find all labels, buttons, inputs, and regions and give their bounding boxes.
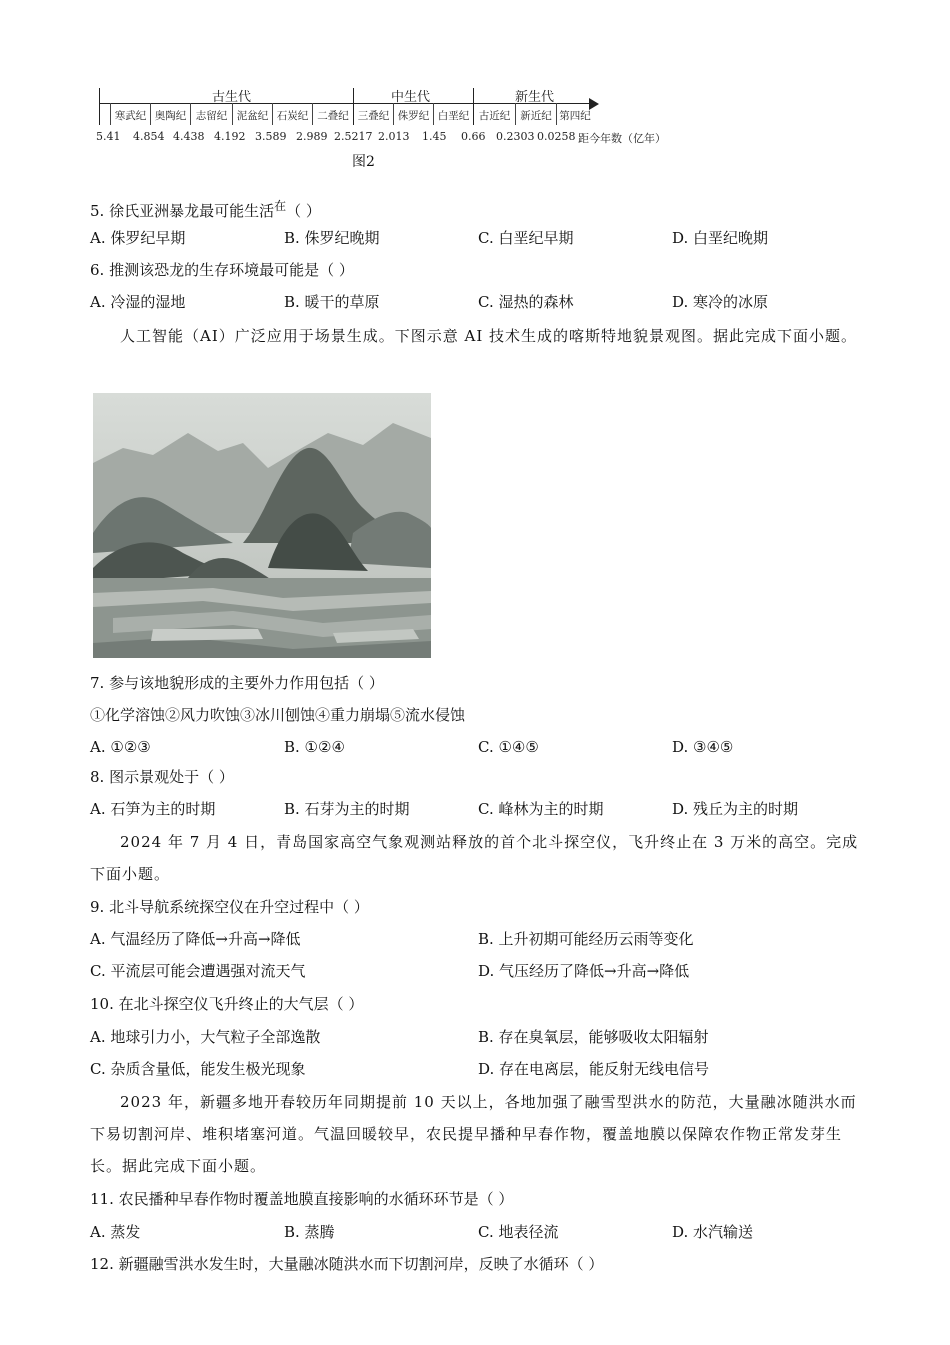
period-label: 寒武纪 — [114, 110, 147, 122]
question-11-stem: 11. 农民播种早春作物时覆盖地膜直接影响的水循环环节是（ ） — [90, 1190, 514, 1208]
year-label: 0.66 — [461, 130, 486, 143]
period-label: 石炭纪 — [276, 110, 309, 122]
q6-option-d[interactable]: D. 寒冷的冰原 — [672, 293, 769, 311]
question-10-stem: 10. 在北斗探空仪飞升终止的大气层（ ） — [90, 995, 364, 1013]
period-label: 第四纪 — [559, 110, 591, 122]
period-label: 三叠纪 — [357, 110, 390, 122]
q9-option-b[interactable]: B. 上升初期可能经历云雨等变化 — [478, 930, 694, 948]
year-label: 4.192 — [214, 130, 246, 143]
q6-option-a[interactable]: A. 冷湿的湿地 — [90, 293, 186, 311]
period-label: 新近纪 — [520, 110, 552, 122]
q7-option-a[interactable]: A. ①②③ — [90, 738, 151, 756]
q5-option-c[interactable]: C. 白垩纪早期 — [478, 229, 574, 247]
year-label: 4.438 — [173, 130, 205, 143]
q11-option-c[interactable]: C. 地表径流 — [478, 1223, 559, 1241]
question-9-stem: 9. 北斗导航系统探空仪在升空过程中（ ） — [90, 898, 369, 916]
year-label: 2.989 — [296, 130, 328, 143]
figure-caption: 图2 — [352, 154, 375, 170]
period-label: 泥盆纪 — [236, 110, 269, 122]
question-7-choices-list: ①化学溶蚀②风力吹蚀③冰川刨蚀④重力崩塌⑤流水侵蚀 — [90, 706, 466, 724]
period-label: 白垩纪 — [437, 110, 470, 122]
timeline-axis — [99, 103, 591, 104]
question-6-stem: 6. 推测该恐龙的生存环境最可能是（ ） — [90, 261, 354, 279]
q11-option-d[interactable]: D. 水汽输送 — [672, 1223, 754, 1241]
q9-option-d[interactable]: D. 气压经历了降低→升高→降低 — [478, 962, 690, 980]
timeline-axis-label: 距今年数（亿年） — [578, 132, 666, 145]
period-label: 古近纪 — [478, 110, 511, 122]
year-label: 5.41 — [96, 130, 121, 143]
q7-option-c[interactable]: C. ①④⑤ — [478, 738, 539, 756]
q9-option-a[interactable]: A. 气温经历了降低→升高→降低 — [90, 930, 301, 948]
q10-option-b[interactable]: B. 存在臭氧层，能够吸收太阳辐射 — [478, 1028, 709, 1046]
era-label-paleozoic: 古生代 — [212, 90, 252, 105]
timeline-boundary-tick — [99, 88, 100, 125]
period-label: 侏罗纪 — [397, 110, 430, 122]
q11-option-a[interactable]: A. 蒸发 — [90, 1223, 141, 1241]
q6-option-c[interactable]: C. 湿热的森林 — [478, 293, 574, 311]
q7-option-b[interactable]: B. ①②④ — [284, 738, 345, 756]
q8-option-a[interactable]: A. 石笋为主的时期 — [90, 800, 216, 818]
question-7-stem: 7. 参与该地貌形成的主要外力作用包括（ ） — [90, 674, 384, 692]
intro-paragraph-xinjiang: 2023 年，新疆多地开春较历年同期提前 10 天以上，各地加强了融雪型洪水的防范，大量融冰随洪水而下易切割河岸、堆积堵塞河道。气温回暖较早，农民提早播种早春作物，覆盖地膜以保障农作物正常发芽生长。据此完成下面小题。 — [90, 1093, 857, 1175]
question-12-stem: 12. 新疆融雪洪水发生时，大量融冰随洪水而下切割河岸，反映了水循环（ ） — [90, 1255, 604, 1273]
q10-option-a[interactable]: A. 地球引力小，大气粒子全部逸散 — [90, 1028, 321, 1046]
q5-option-a[interactable]: A. 侏罗纪早期 — [90, 229, 186, 247]
year-label: 3.589 — [255, 130, 287, 143]
q8-option-c[interactable]: C. 峰林为主的时期 — [478, 800, 604, 818]
year-label: 0.0258 — [537, 130, 576, 143]
year-label: 1.45 — [422, 130, 447, 143]
intro-paragraph-ai: 人工智能（AI）广泛应用于场景生成。下图示意 AI 技术生成的喀斯特地貌景观图。据此完成下面小题。 — [120, 327, 858, 345]
q7-option-d[interactable]: D. ③④⑤ — [672, 738, 734, 756]
q6-option-b[interactable]: B. 暖干的草原 — [284, 293, 380, 311]
q9-option-c[interactable]: C. 平流层可能会遭遇强对流天气 — [90, 962, 306, 980]
q5-option-b[interactable]: B. 侏罗纪晚期 — [284, 229, 380, 247]
year-label: 0.2303 — [496, 130, 535, 143]
period-label: 奥陶纪 — [154, 110, 187, 122]
q5-option-d[interactable]: D. 白垩纪晚期 — [672, 229, 769, 247]
year-label: 2.013 — [378, 130, 410, 143]
period-label: 志留纪 — [195, 110, 228, 122]
year-label: 4.854 — [133, 130, 165, 143]
q10-option-d[interactable]: D. 存在电离层，能反射无线电信号 — [478, 1060, 710, 1078]
year-label: 2.5217 — [334, 130, 373, 143]
q8-option-b[interactable]: B. 石芽为主的时期 — [284, 800, 410, 818]
question-8-stem: 8. 图示景观处于（ ） — [90, 768, 234, 786]
era-label-mesozoic: 中生代 — [391, 90, 431, 105]
intro-paragraph-balloon: 2024 年 7 月 4 日，青岛国家高空气象观测站释放的首个北斗探空仪，飞升终止在 3 万米的高空。完成下面小题。 — [90, 833, 859, 883]
q10-option-c[interactable]: C. 杂质含量低，能发生极光现象 — [90, 1060, 306, 1078]
period-label: 二叠纪 — [317, 110, 349, 122]
q11-option-b[interactable]: B. 蒸腾 — [284, 1223, 335, 1241]
era-label-cenozoic: 新生代 — [515, 90, 555, 105]
question-5-stem: 5. 徐氏亚洲暴龙最可能生活$^在$（ ） — [90, 199, 321, 220]
karst-landscape-image — [93, 393, 431, 658]
q8-option-d[interactable]: D. 残丘为主的时期 — [672, 800, 799, 818]
